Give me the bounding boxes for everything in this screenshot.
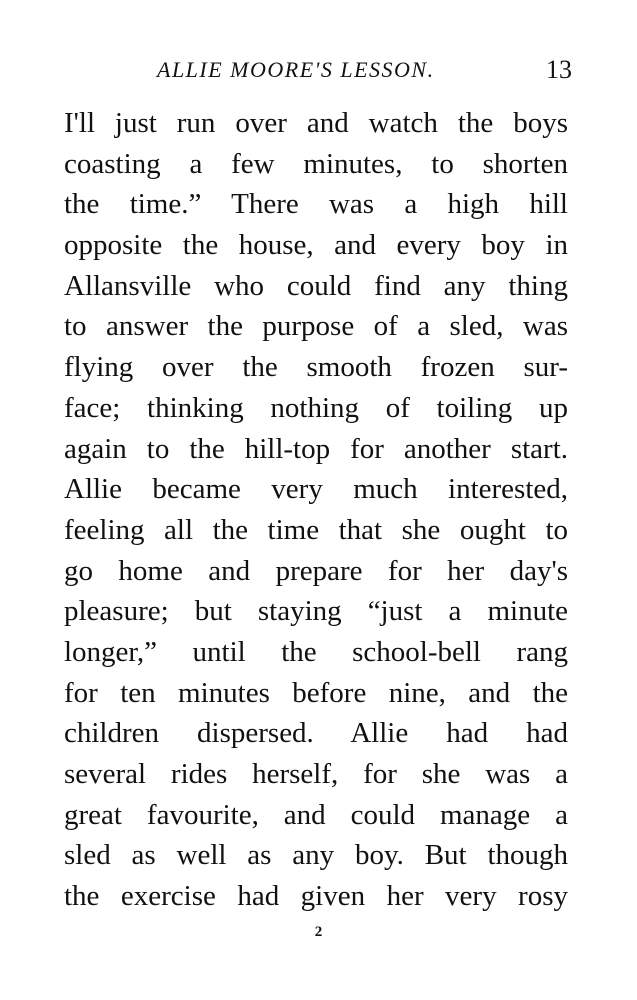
text-line: opposite the house, and every boy in [64, 229, 568, 262]
running-title: ALLIE MOORE'S LESSON. [157, 57, 435, 82]
page-number: 13 [546, 55, 572, 84]
text-line: the time.” There was a high hill [64, 188, 568, 221]
text-line: sled as well as any boy. But though [64, 839, 568, 872]
text-line: great favourite, and could manage a [64, 798, 568, 831]
text-line: feeling all the time that she ought to [64, 513, 568, 546]
text-line: to answer the purpose of a sled, was [64, 310, 568, 343]
text-line: face; thinking nothing of toiling up [64, 391, 568, 424]
text-line: go home and prepare for her day's [64, 554, 568, 587]
text-line: flying over the smooth frozen sur- [64, 351, 568, 384]
text-line: I'll just run over and watch the boys [64, 107, 568, 139]
text-line: Allie became very much interested, [64, 473, 568, 506]
text-line: several rides herself, for she was a [64, 758, 568, 790]
body-text [64, 103, 568, 917]
text-line: children dispersed. Allie had had [64, 717, 568, 750]
text-line: pleasure; but staying “just a minute [64, 595, 568, 628]
text-line: longer,” until the school-bell rang [64, 635, 568, 668]
running-head [62, 52, 572, 88]
text-line: the exercise had given her very rosy [64, 880, 568, 913]
text-line: for ten minutes before nine, and the [64, 676, 568, 709]
text-line: again to the hill-top for another start. [64, 432, 568, 465]
text-line: Allansville who could find any thing [64, 269, 568, 302]
signature-mark: 2 [314, 924, 323, 940]
text-line: coasting a few minutes, to shorten [64, 147, 568, 180]
